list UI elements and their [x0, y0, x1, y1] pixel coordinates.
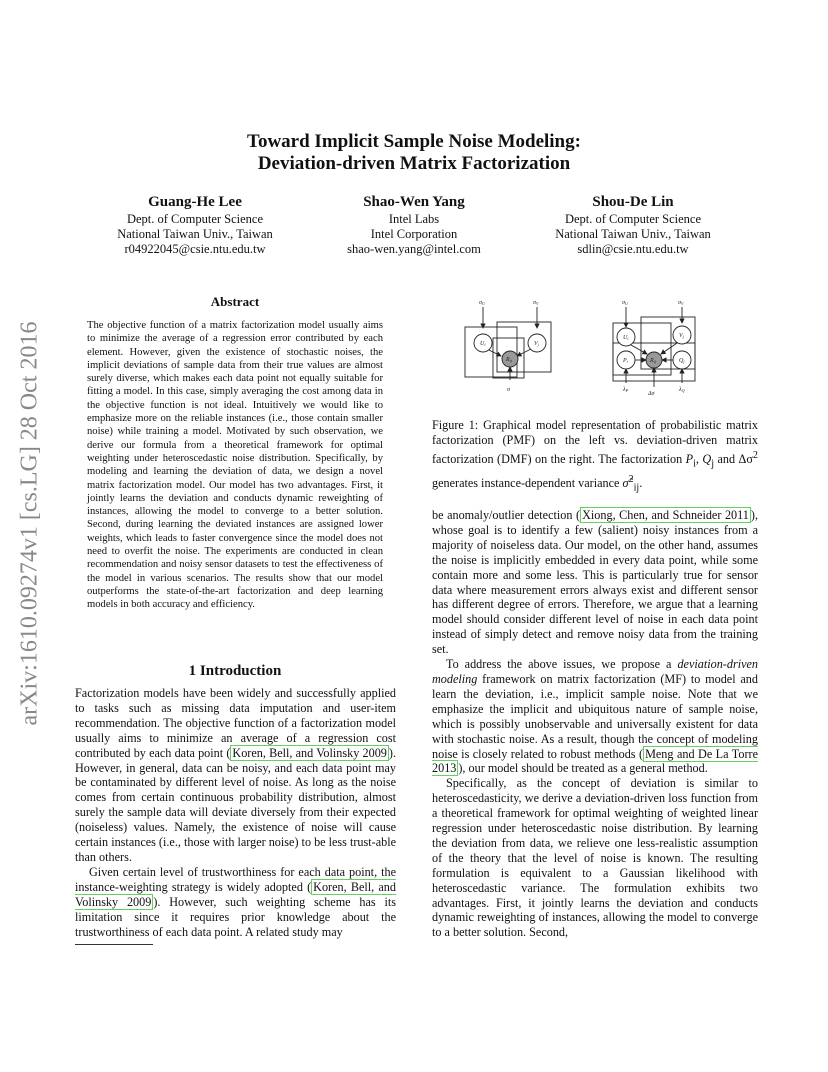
- author-block-3: [513, 193, 753, 257]
- author-affiliation: National Taiwan Univ., Taiwan: [117, 227, 273, 241]
- node-label: Q: [679, 358, 684, 364]
- node-label: V: [679, 333, 683, 339]
- author-affiliation: National Taiwan Univ., Taiwan: [555, 227, 711, 241]
- svg-text:Rij: [649, 358, 657, 364]
- node-label-sub: ij: [653, 359, 656, 364]
- author-email: r04922045@csie.ntu.edu.tw: [124, 242, 266, 256]
- author-affiliation: Dept. of Computer Science: [564, 212, 702, 226]
- node-label-sub: V: [535, 301, 539, 306]
- svg-text:σV: [678, 300, 684, 306]
- svg-text:Rij: [505, 357, 513, 363]
- abstract-text: The objective function of a matrix factorization model usually aims to minimize the average of a regression error contributed by each element. However, given the existence of stochastic noises, the implicit deviations of sample data from their true values are almost surely diverse, which makes each data point not equally suitable for fitting a model. In this case, simply averaging the cost among data in the objective function is not ideal. Intuitively we would like to emphasize more on the reliable instances (i.e., those contain smaller noise) while training a model. Motivated by such observation, we derive our formula from a theoretical framework for optimal weighting under heteroscedastic noise distribution. Specifically, by modeling and learning the deviation of data, we design a novel matrix factorization model. Our model has two advantages. First, it jointly learns the deviation and conducts dynamic reweighting of instances, allowing the model to converge to a better solution. Second, during learning the deviated instances are assigned lower weights, which leads to faster convergence since the model does not need to overfit the noise. The experiments are conducted in clean recommendation and noisy sensor datasets to test the effectiveness of the model in various scenarios. The results show that our model outperforms the state-of-the-art factorization and deep learning models in both accuracy and efficiency.: [87, 320, 383, 611]
- node-label: λ: [679, 387, 682, 393]
- paragraph: Given certain level of trustworthiness for each data point, the instance-weighting strategy is widely adopted ( Koren, Bell, and Volinsky 2009 ). However, such weighting scheme has its limitation since it requires prior knowledge about the trustworthiness of each data point. A related study may: [75, 864, 396, 939]
- left-column-body: [75, 686, 396, 939]
- footnote-rule: [75, 944, 153, 945]
- author-name: Shou-De Lin: [592, 194, 674, 210]
- author-affiliation: Dept. of Computer Science: [126, 212, 264, 226]
- node-label-sub: V: [680, 301, 684, 306]
- svg-text:σV: [533, 300, 539, 306]
- abstract-heading: Abstract: [210, 294, 260, 309]
- node-label-sub: j: [683, 359, 685, 364]
- paragraph: Specifically, as the concept of deviation is similar to heteroscedasticity, we derive a deviation-driven loss function from a theoretical framework for optimal weighting of weighted linear regression under heteroscedastic noise distribution. By learning the deviation from data, we relieve one less-realistic assumption of the theory that the level of noise is known. The resulting formulation is equivalent to a Gaussian likelihood with heteroscedastic variance. The formulation exhibits two advantages. First, it jointly learns the deviation and conducts dynamic reweighting of instances, allowing the model to converge to a better solution. Second,: [432, 776, 758, 940]
- author-affiliation: Intel Labs: [388, 212, 440, 226]
- node-label-sub: j: [537, 342, 539, 347]
- node-label: σ: [479, 300, 482, 306]
- svg-text:σU: [479, 300, 486, 306]
- paragraph: be anomaly/outlier detection ( Xiong, Chen, and Schneider 2011 ), whose goal is to identify a few (salient) noisy instances from a majority of noiseless data. Our model, on the other hand, assumes the noise is implicitly embedded in every data point, while some contain more and some less. This is particularly true for sensor data where measurement errors always exist and different sensor has different degree of errors. Therefore, we argue that a learning model should consider different level of noise in each data point instead of simply detect and remove noisy data from the training set.: [432, 508, 758, 657]
- author-name: Guang-He Lee: [148, 194, 242, 210]
- dmf-model-diagram: [613, 307, 695, 387]
- node-label-sub: Q: [681, 388, 685, 393]
- author-block-1: [75, 193, 315, 257]
- node-label: R: [650, 358, 654, 364]
- node-label-sub: j: [682, 334, 684, 339]
- figure-caption: Figure 1: Graphical model representation of probabilistic matrix factorization (PMF) on the left vs. deviation-driven matrix factorization (DMF) on the right. The factorization $P_i$, $Q_j$ and $\Delta\sigma^2$ generates instance-dependent variance σ̂$^2_{ij}$.: [432, 418, 758, 493]
- svg-text:Pi: [622, 358, 628, 364]
- node-label: σ: [533, 300, 536, 306]
- author-email: sdlin@csie.ntu.edu.tw: [577, 242, 689, 256]
- node-label: U: [480, 341, 485, 347]
- arxiv-stamp: arXiv:1610.09274v1 [cs.LG] 28 Oct 2016: [16, 321, 43, 726]
- svg-text:λQ: [678, 387, 685, 393]
- node-label-sub: U: [481, 301, 485, 306]
- node-label: σ: [678, 300, 681, 306]
- right-column-body: [432, 508, 758, 940]
- node-label-sub: i: [484, 342, 486, 347]
- paragraph: To address the above issues, we propose a deviation-driven modeling framework on matrix factorization (MF) to model and learn the deviation, i.e., implicit sample noise. Note that we emphasize the implicit and ubiquitous nature of sample noise, which is possibly unobservable and universally existent for data with stochastic noise. As a result, though the concept of modeling noise is closely related to robust methods ( Meng and De La Torre 2013 ), our model should be treated as a general method.: [432, 657, 758, 776]
- figure-graphical-models: [455, 295, 775, 405]
- node-label: σ: [622, 300, 625, 306]
- svg-text:λP: [622, 387, 629, 393]
- svg-text:Ui: [480, 341, 485, 347]
- svg-text:Ui: [623, 335, 628, 341]
- node-label-sub: i: [627, 336, 629, 341]
- node-label-sub: P: [625, 388, 629, 393]
- author-email: shao-wen.yang@intel.com: [347, 242, 481, 256]
- node-label-sub: i: [626, 359, 628, 364]
- author-block-2: [294, 193, 534, 257]
- paragraph: Factorization models have been widely and successfully applied to tasks such as missing data imputation and user-item recommendation. The objective function of a factorization model usually aims to minimize an average of a regression cost contributed by each data point ( Koren, Bell, and Volinsky 2009 ). However, in general, data can be noisy, and each data point may be contaminated by different level of noise. As long as the noise comes from certain continuous probability distribution, almost surely the sample data will deviate diversely from their expected (noiseless) values. Namely, the existence of noise will cause certain instances (i.e., those with larger noise) to be less trust-able than others.: [75, 686, 396, 864]
- node-label: R: [506, 357, 510, 363]
- node-label: λ: [623, 387, 626, 393]
- svg-text:Qj: [679, 358, 685, 364]
- author-affiliation: Intel Corporation: [370, 227, 458, 241]
- node-label: P: [623, 358, 627, 364]
- citation-link[interactable]: Meng and De La Torre 2013: [432, 746, 758, 776]
- citation-link[interactable]: Xiong, Chen, and Schneider 2011: [582, 508, 749, 522]
- node-label: Δσ: [648, 391, 655, 397]
- node-label: σ: [507, 387, 510, 393]
- node-label: U: [623, 335, 628, 341]
- node-label-sub: ij: [509, 358, 512, 363]
- section-heading-introduction: 1 Introduction: [188, 663, 282, 679]
- author-name: Shao-Wen Yang: [363, 194, 465, 210]
- paper-title-line2: Deviation-driven Matrix Factorization: [257, 153, 571, 174]
- svg-text:σU: [622, 300, 629, 306]
- node-label: V: [534, 341, 538, 347]
- citation-link[interactable]: Koren, Bell, and Volinsky 2009: [75, 879, 396, 909]
- paper-title-line1: Toward Implicit Sample Noise Modeling:: [247, 131, 581, 152]
- node-label-sub: U: [624, 301, 628, 306]
- citation-link[interactable]: Koren, Bell, and Volinsky 2009: [232, 745, 387, 760]
